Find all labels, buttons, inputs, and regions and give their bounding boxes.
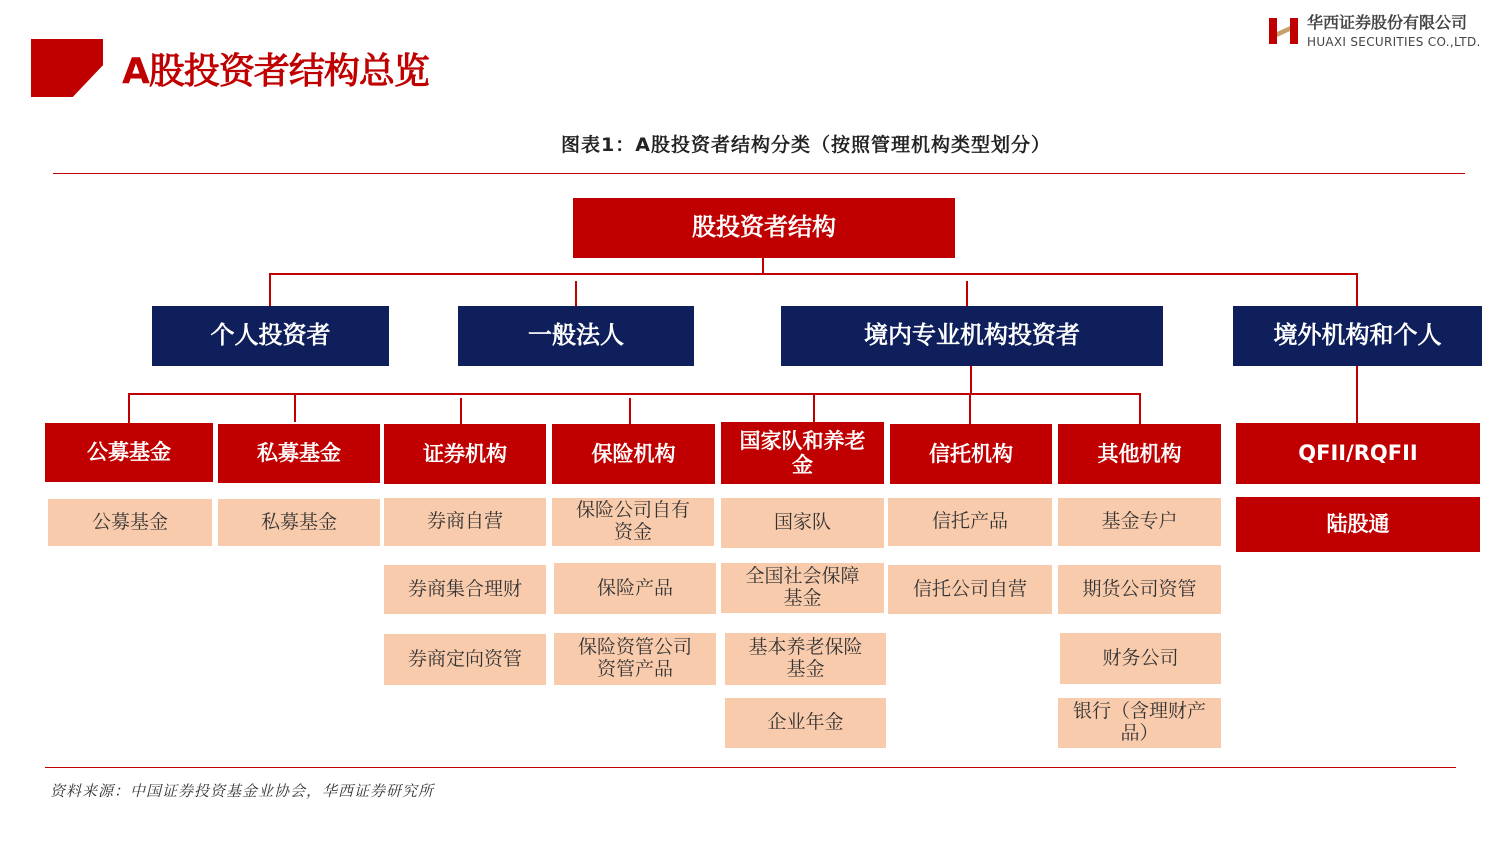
root-node: 股投资者结构 xyxy=(573,198,955,258)
category-node: QFII/RQFII xyxy=(1236,423,1480,484)
leaf-item: 保险产品 xyxy=(554,563,716,614)
bottom-divider xyxy=(45,767,1456,768)
level1-node-foreign: 境外机构和个人 xyxy=(1233,306,1482,366)
leaf-item: 国家队 xyxy=(721,498,884,548)
page-title: A股投资者结构总览 xyxy=(122,51,429,92)
leaf-item: 基本养老保险基金 xyxy=(725,633,886,685)
leaf-item: 银行（含理财产品） xyxy=(1058,698,1221,748)
leaf-item: 财务公司 xyxy=(1060,633,1221,684)
level1-node-individual: 个人投资者 xyxy=(152,306,389,366)
leaf-item: 期货公司资管 xyxy=(1058,565,1221,614)
leaf-item: 信托公司自营 xyxy=(888,565,1052,614)
chart-title: 图表1：A股投资者结构分类（按照管理机构类型划分） xyxy=(561,134,1051,156)
category-node: 公募基金 xyxy=(45,423,213,482)
leaf-item: 全国社会保障基金 xyxy=(721,563,884,613)
category-node: 保险机构 xyxy=(552,424,715,484)
leaf-item: 企业年金 xyxy=(725,698,886,748)
top-divider xyxy=(53,173,1465,174)
leaf-item: 陆股通 xyxy=(1236,497,1480,552)
source-note: 资料来源：中国证券投资基金业协会，华西证券研究所 xyxy=(50,782,435,800)
leaf-item: 券商集合理财 xyxy=(384,565,546,614)
category-node: 信托机构 xyxy=(890,424,1052,484)
leaf-item: 券商定向资管 xyxy=(384,634,546,685)
category-node: 私募基金 xyxy=(218,424,380,483)
leaf-item: 券商自营 xyxy=(384,498,546,546)
leaf-item: 保险资管公司资管产品 xyxy=(554,633,716,685)
leaf-item: 信托产品 xyxy=(888,498,1052,546)
title-flag-decoration xyxy=(31,39,103,97)
company-name-cn: 华西证券股份有限公司 xyxy=(1307,13,1468,32)
category-node: 国家队和养老金 xyxy=(721,422,884,484)
leaf-item: 私募基金 xyxy=(218,499,380,546)
leaf-item: 公募基金 xyxy=(48,499,212,546)
leaf-item: 基金专户 xyxy=(1058,498,1221,546)
huaxi-logo-icon xyxy=(1268,15,1300,47)
leaf-item: 保险公司自有资金 xyxy=(552,498,714,546)
level1-node-domestic-institution: 境内专业机构投资者 xyxy=(781,306,1163,366)
category-node: 其他机构 xyxy=(1058,424,1221,484)
level1-node-general-corporate: 一般法人 xyxy=(458,306,694,366)
company-name-en: HUAXI SECURITIES CO.,LTD. xyxy=(1307,35,1481,49)
category-node: 证券机构 xyxy=(384,424,546,484)
